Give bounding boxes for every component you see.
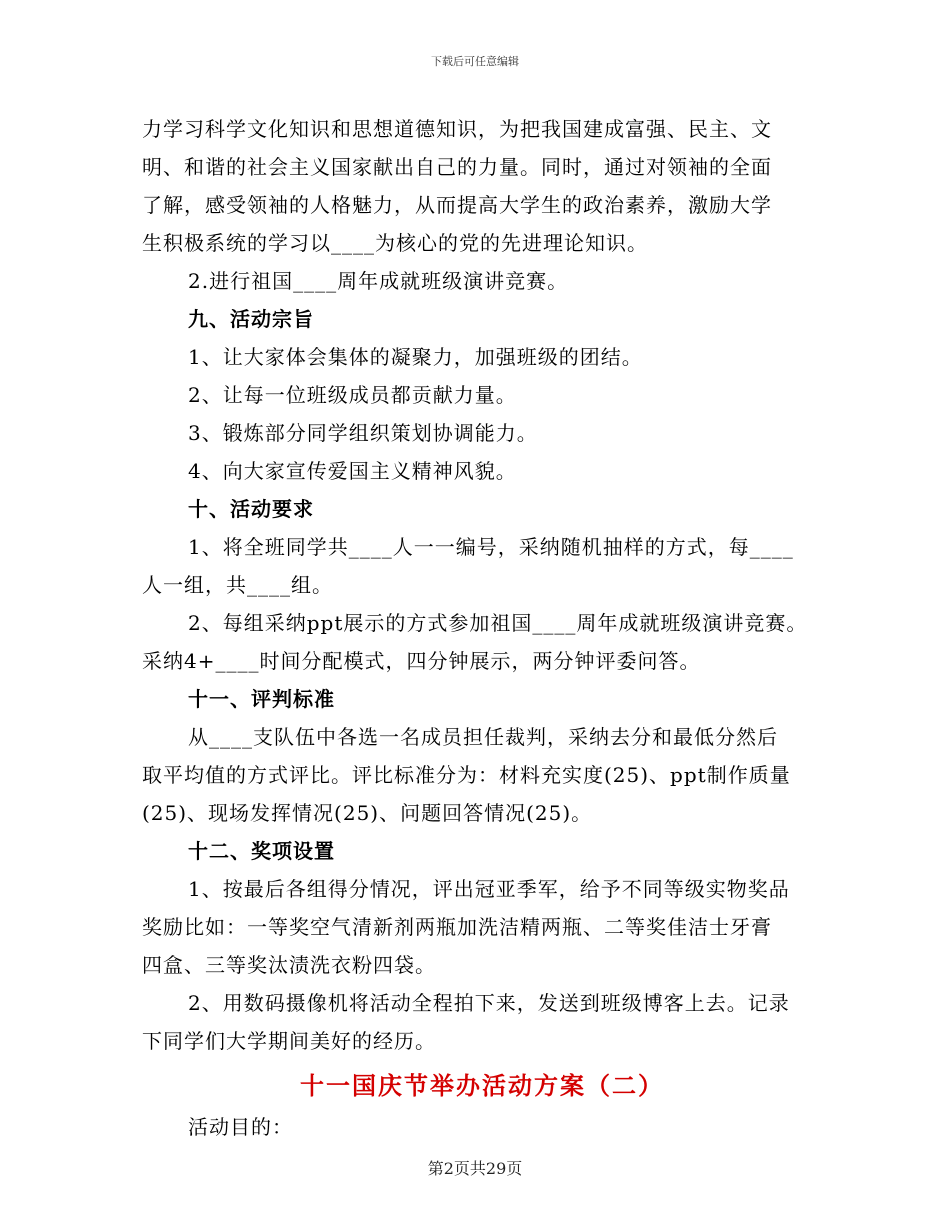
paragraph-line: 1、按最后各组得分情况，评出冠亚季军，给予不同等级实物奖品 (188, 877, 790, 901)
section-heading: 十二、奖项设置 (188, 839, 335, 863)
paragraph-line: 奖励比如：一等奖空气清新剂两瓶加洗洁精两瓶、二等奖佳洁士牙膏 (142, 915, 772, 939)
page-footer: 第2页共29页 (427, 1159, 523, 1178)
paragraph-line: 力学习科学文化知识和思想道德知识，为把我国建成富强、民主、文 (142, 117, 772, 141)
paragraph-line: 2、每组采纳ppt展示的方式参加祖国____周年成就班级演讲竞赛。 (188, 611, 808, 635)
paragraph-line: 2、用数码摄像机将活动全程拍下来，发送到班级博客上去。记录 (188, 991, 790, 1015)
section-title: 十一国庆节举办活动方案（二） (300, 1071, 664, 1100)
paragraph-line: 四盒、三等奖汰渍洗衣粉四袋。 (142, 953, 436, 977)
page-header: 下载后可任意编辑 (431, 55, 519, 68)
paragraph-line: (25)、现场发挥情况(25)、问题回答情况(25)。 (142, 801, 593, 825)
paragraph-line: 明、和谐的社会主义国家献出自己的力量。同时，通过对领袖的全面 (142, 155, 772, 179)
paragraph-line: 3、锻炼部分同学组织策划协调能力。 (188, 421, 538, 445)
section-heading: 九、活动宗旨 (188, 307, 314, 331)
paragraph-line: 4、向大家宣传爱国主义精神风貌。 (188, 459, 517, 483)
section-heading: 十、活动要求 (188, 497, 314, 521)
paragraph-line: 下同学们大学期间美好的经历。 (142, 1029, 436, 1053)
paragraph-line: 取平均值的方式评比。评比标准分为：材料充实度(25)、ppt制作质量 (142, 763, 791, 787)
paragraph-line: 从____支队伍中各选一名成员担任裁判，采纳去分和最低分然后 (188, 725, 778, 749)
paragraph-line: 采纳4+____时间分配模式，四分钟展示，两分钟评委问答。 (142, 649, 701, 673)
paragraph-line: 2、让每一位班级成员都贡献力量。 (188, 383, 517, 407)
body-lines (142, 110, 822, 1060)
paragraph-line: 了解，感受领袖的人格魅力，从而提高大学生的政治素养，激励大学 (142, 193, 772, 217)
paragraph-line: 2.进行祖国____周年成就班级演讲竞赛。 (188, 269, 569, 293)
paragraph-line: 活动目的： (188, 1115, 293, 1139)
paragraph-line: 生积极系统的学习以____为核心的党的先进理论知识。 (142, 231, 648, 255)
paragraph-line: 1、将全班同学共____人一一编号，采纳随机抽样的方式，每____ (188, 535, 794, 559)
section-heading: 十一、评判标准 (188, 687, 335, 711)
paragraph-line: 1、让大家体会集体的凝聚力，加强班级的团结。 (188, 345, 643, 369)
document-body (142, 110, 822, 1146)
paragraph-line: 人一组，共____组。 (142, 573, 333, 597)
